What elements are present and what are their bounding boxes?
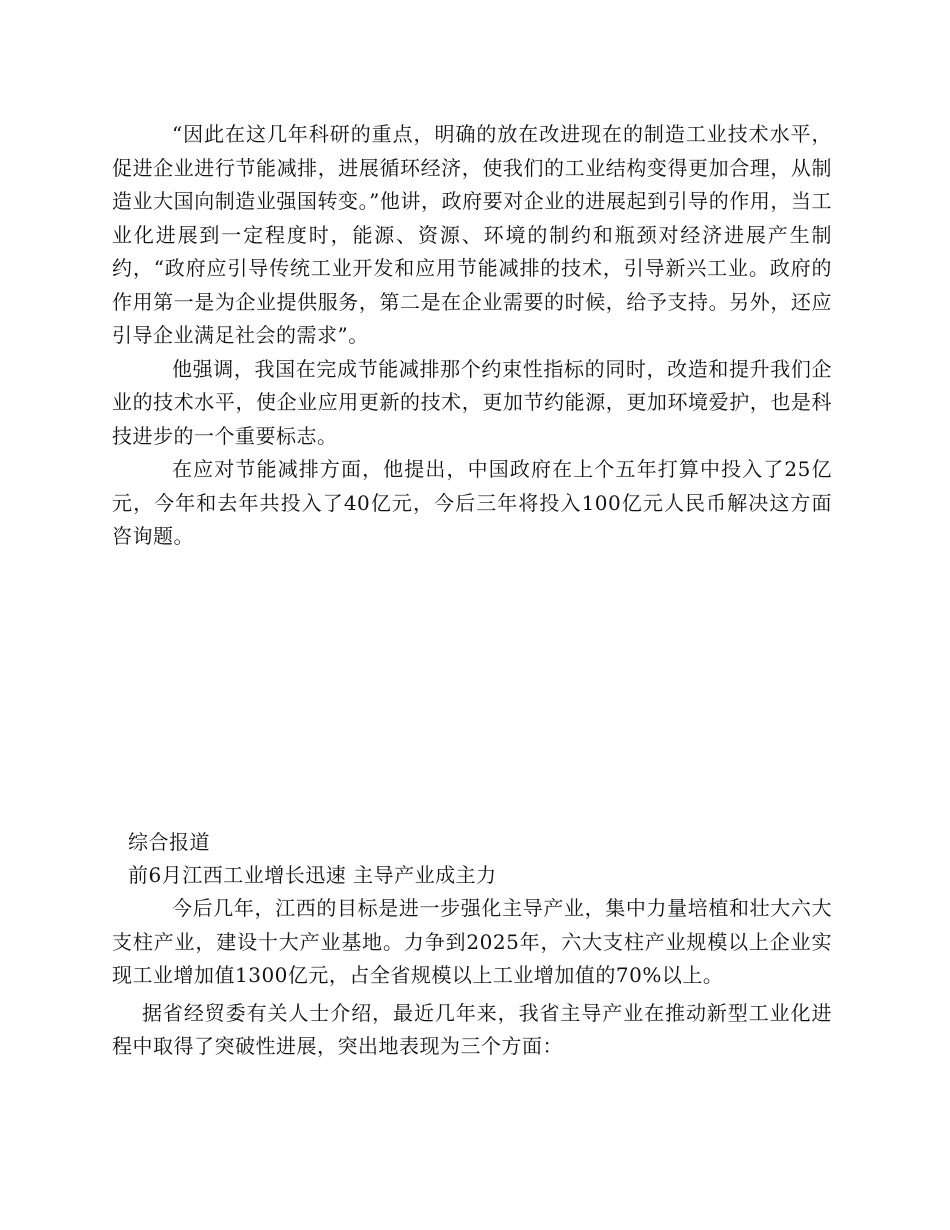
article-body-2 (112, 826, 832, 1064)
section-label: 综合报道 (128, 830, 210, 854)
paragraph-goals: 今后几年，江西的目标是进一步强化主导产业，集中力量培植和壮大六大支柱产业，建设十大产业基地。力争到2025年，六大支柱产业规模以上企业实现工业增加值1300亿元，占全省规模以上工业增加值的70%以上。 (112, 896, 832, 987)
paragraph-emphasis: 他强调，我国在完成节能减排那个约束性指标的同时，改造和提升我们企业的技术水平，使企业应用更新的技术，更加节约能源，更加环境爱护，也是科技进步的一个重要标志。 (112, 356, 832, 448)
article-headline: 前6月江西工业增长迅速 主导产业成主力 (128, 863, 497, 887)
article-body-1 (112, 118, 832, 554)
paragraph-quote: “因此在这几年科研的重点，明确的放在改进现在的制造工业技术水平，促进企业进行节能减排，进展循环经济，使我们的工业结构变得更加合理，从制造业大国向制造业强国转变。”他讲，政府要对企业的进展起到引导的作用，当工业化进展到一定程度时，能源、资源、环境的制约和瓶颈对经济进展产生制约，“政府应引导传统工业开发和应用节能减排的技术，引导新兴工业。政府的作用第一是为企业提供服务，第二是在企业需要的时候，给予支持。另外，还应引导企业满足社会的需求”。 (112, 122, 832, 347)
paragraph-investment: 在应对节能减排方面，他提出，中国政府在上个五年打算中投入了25亿元，今年和去年共投入了40亿元，今后三年将投入100亿元人民币解决这方面咨询题。 (112, 457, 832, 548)
paragraph-progress: 据省经贸委有关人士介绍，最近几年来，我省主导产业在推动新型工业化进程中取得了突破性进展，突出地表现为三个方面： (112, 1000, 832, 1058)
